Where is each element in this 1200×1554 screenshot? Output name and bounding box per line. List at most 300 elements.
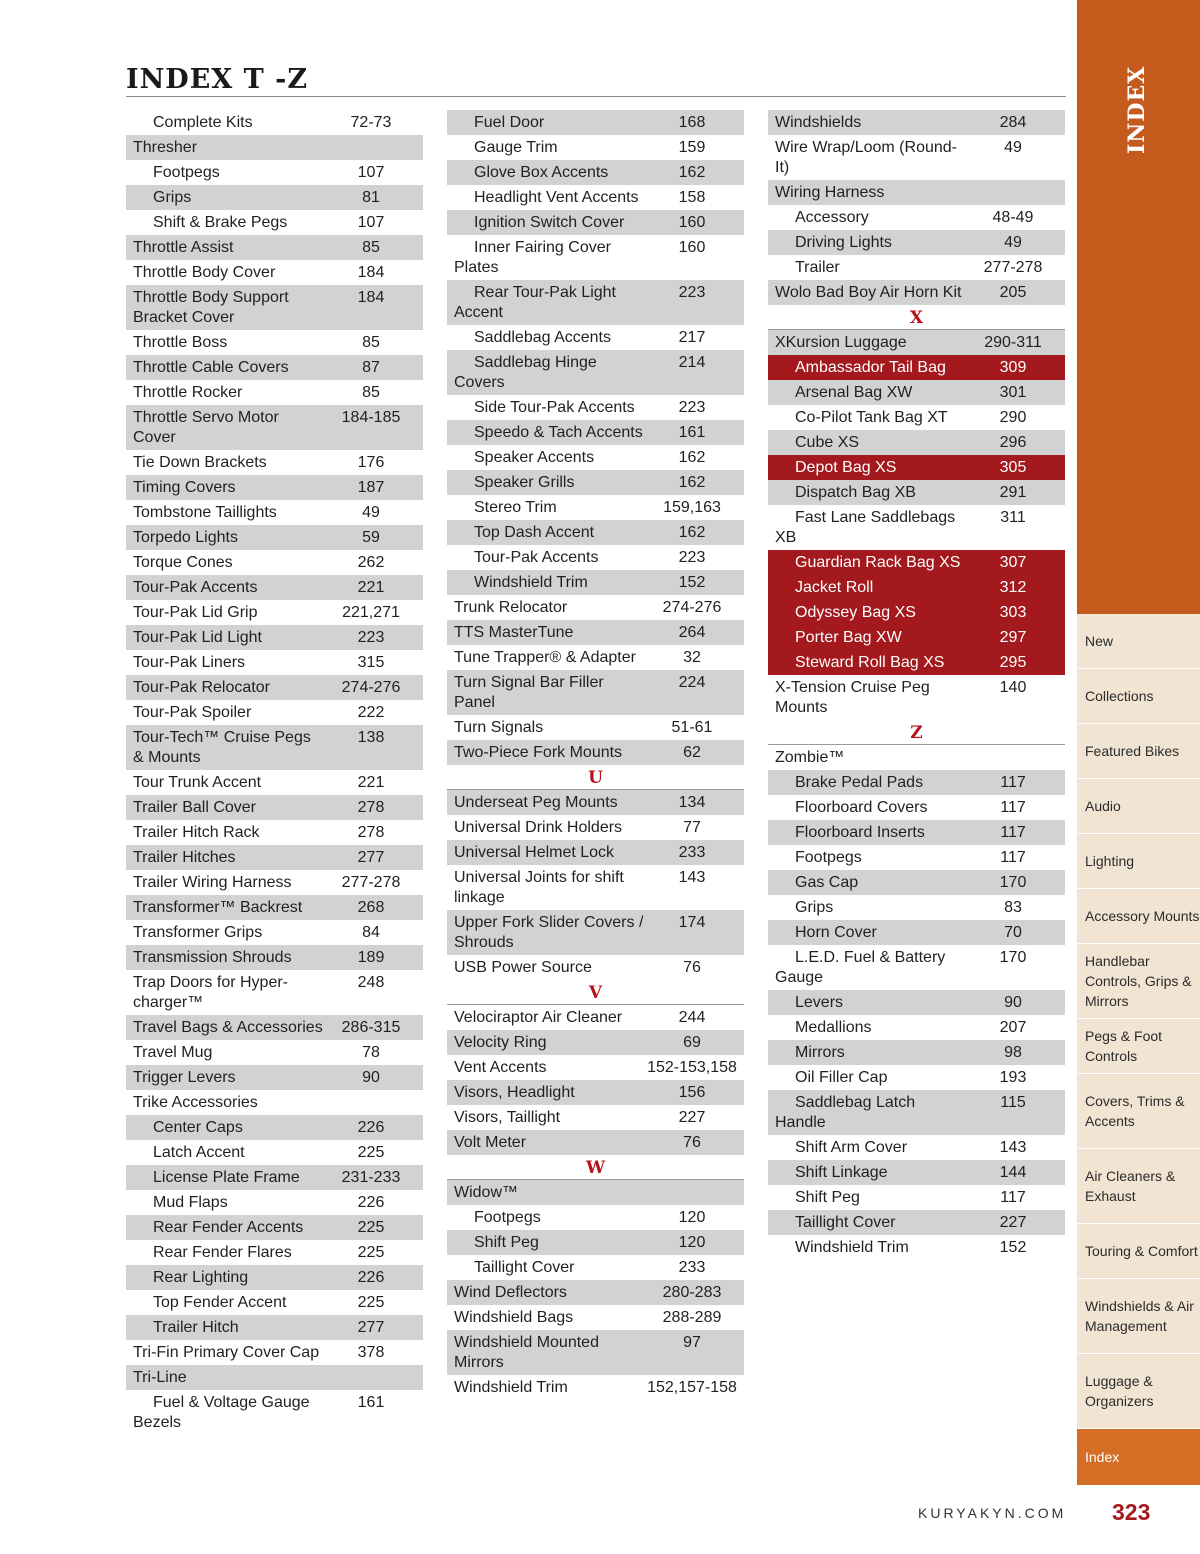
entry-page: 69 [683, 1034, 701, 1051]
entry-label: Trailer Wiring Harness [133, 874, 292, 891]
entry-page: 161 [357, 1394, 385, 1411]
entry-page: 262 [357, 554, 385, 571]
page-number: 323 [1112, 1499, 1151, 1525]
index-subentry [768, 480, 1065, 505]
index-subentry [447, 420, 744, 445]
entry-page: 49 [362, 504, 380, 521]
index-subentry [768, 575, 1065, 600]
index-entry [126, 355, 423, 380]
entry-label: Headlight Vent Accents [474, 189, 639, 206]
entry-page: 72-73 [350, 114, 392, 131]
entry-page: 107 [357, 164, 385, 181]
section-letter-u: U [447, 765, 744, 790]
entry-label: Thresher [133, 139, 198, 156]
index-entry [126, 475, 423, 500]
entry-label: Speaker Grills [474, 474, 575, 491]
entry-page: 223 [678, 399, 706, 416]
sidebar-title: INDEX [1124, 65, 1150, 155]
index-entry [126, 135, 423, 160]
entry-page: 295 [999, 654, 1027, 671]
nav-item-lighting[interactable]: Lighting [1077, 834, 1200, 889]
index-subentry [768, 945, 1065, 990]
entry-page: 224 [678, 674, 706, 691]
nav-item-featured-bikes[interactable]: Featured Bikes [1077, 724, 1200, 779]
entry-label: Saddlebag Hinge Covers [454, 354, 597, 391]
entry-page: 301 [999, 384, 1027, 401]
index-subentry [447, 185, 744, 210]
entry-page: 162 [678, 474, 706, 491]
index-subentry [447, 210, 744, 235]
entry-page: 189 [357, 949, 385, 966]
entry-label: Taillight Cover [795, 1214, 896, 1231]
entry-page: 117 [1000, 849, 1026, 866]
entry-page: 184-185 [341, 409, 401, 426]
index-subentry [126, 1115, 423, 1140]
index-entry [447, 670, 744, 715]
entry-label: Throttle Cable Covers [133, 359, 289, 376]
index-subentry [447, 350, 744, 395]
entry-page: 217 [678, 329, 706, 346]
index-subentry [447, 1205, 744, 1230]
entry-label: Windshields [775, 114, 862, 131]
entry-page: 290-311 [984, 334, 1042, 351]
index-subentry [768, 255, 1065, 280]
entry-page [325, 1093, 417, 1113]
index-entry [447, 1055, 744, 1080]
index-subentry [126, 1215, 423, 1240]
entry-page: 144 [999, 1164, 1027, 1181]
entry-label: Side Tour-Pak Accents [474, 399, 635, 416]
index-column-2 [447, 110, 744, 1400]
entry-label: Fuel Door [474, 114, 545, 131]
index-subentry [768, 1040, 1065, 1065]
entry-page: 152 [999, 1239, 1027, 1256]
index-entry [126, 1015, 423, 1040]
entry-label: Windshield Bags [454, 1309, 574, 1326]
index-entry [447, 955, 744, 980]
entry-label: Tour Trunk Accent [133, 774, 262, 791]
entry-label: Tour-Pak Spoiler [133, 704, 252, 721]
section-letter-x: X [768, 305, 1065, 330]
index-entry [447, 715, 744, 740]
entry-label: Tour-Pak Accents [133, 579, 258, 596]
entry-label: Universal Drink Holders [454, 819, 623, 836]
entry-label: Transmission Shrouds [133, 949, 292, 966]
entry-page: 231-233 [341, 1169, 401, 1186]
index-subentry [768, 1090, 1065, 1135]
index-subentry [447, 135, 744, 160]
entry-page: 223 [357, 629, 385, 646]
entry-page: 77 [683, 819, 701, 836]
entry-page: 227 [999, 1214, 1027, 1231]
entry-label: Visors, Headlight [454, 1084, 575, 1101]
index-entry [126, 405, 423, 450]
index-entry [126, 380, 423, 405]
entry-page: 227 [678, 1109, 706, 1126]
nav-item-accessory-mounts[interactable]: Accessory Mounts [1077, 889, 1200, 944]
index-entry [126, 945, 423, 970]
entry-label: Shift & Brake Pegs [153, 214, 288, 231]
index-subentry [768, 405, 1065, 430]
entry-page: 162 [678, 449, 706, 466]
index-entry [126, 1040, 423, 1065]
index-entry [447, 740, 744, 765]
entry-page: 143 [999, 1139, 1027, 1156]
entry-page: 90 [1004, 994, 1022, 1011]
entry-label: Ignition Switch Cover [474, 214, 625, 231]
entry-page: 233 [678, 1259, 706, 1276]
entry-page: 174 [678, 914, 706, 931]
section-letter-w: W [447, 1155, 744, 1180]
entry-label: Brake Pedal Pads [795, 774, 924, 791]
nav-item-new[interactable]: New [1077, 614, 1200, 669]
index-subentry [768, 1235, 1065, 1260]
entry-page: 97 [683, 1334, 701, 1351]
entry-label: Tour-Pak Lid Light [133, 629, 262, 646]
index-entry [447, 815, 744, 840]
index-subentry [768, 845, 1065, 870]
index-subentry [768, 430, 1065, 455]
entry-page: 161 [678, 424, 706, 441]
entry-label: Rear Tour-Pak Light Accent [454, 284, 616, 321]
entry-page: 170 [999, 949, 1027, 966]
entry-page: 274-276 [662, 599, 722, 616]
index-entry [768, 180, 1065, 205]
entry-label: Speedo & Tach Accents [474, 424, 643, 441]
entry-page: 117 [1000, 774, 1026, 791]
entry-page: 170 [999, 874, 1027, 891]
entry-label: Velocity Ring [454, 1034, 547, 1051]
entry-label: Wolo Bad Boy Air Horn Kit [775, 284, 962, 301]
index-subentry [447, 325, 744, 350]
index-subentry [768, 205, 1065, 230]
entry-label: Universal Helmet Lock [454, 844, 615, 861]
entry-page: 90 [362, 1069, 380, 1086]
index-entry [447, 910, 744, 955]
index-entry [447, 620, 744, 645]
entry-page: 81 [362, 189, 380, 206]
index-subentry [126, 110, 423, 135]
entry-page: 152,157-158 [647, 1379, 737, 1396]
entry-page: 98 [1004, 1044, 1022, 1061]
entry-page: 315 [357, 654, 385, 671]
entry-label: Gauge Trim [474, 139, 558, 156]
entry-label: Glove Box Accents [474, 164, 609, 181]
entry-label: Latch Accent [153, 1144, 245, 1161]
entry-label: XKursion Luggage [775, 334, 907, 351]
entry-label: Odyssey Bag XS [795, 604, 916, 621]
entry-page: 312 [999, 579, 1027, 596]
entry-label: Top Fender Accent [153, 1294, 287, 1311]
index-entry [768, 280, 1065, 305]
entry-page: 286-315 [341, 1019, 401, 1036]
index-entry [126, 625, 423, 650]
index-subentry [768, 820, 1065, 845]
entry-page: 309 [999, 359, 1027, 376]
entry-page: 207 [999, 1019, 1027, 1036]
index-entry [126, 770, 423, 795]
entry-page: 176 [357, 454, 385, 471]
index-subentry [126, 1290, 423, 1315]
entry-page: 248 [357, 974, 385, 991]
entry-page: 160 [678, 239, 706, 256]
index-entry [447, 1005, 744, 1030]
index-subentry [447, 160, 744, 185]
entry-label: Steward Roll Bag XS [795, 654, 945, 671]
entry-label: Porter Bag XW [795, 629, 902, 646]
entry-page: 205 [999, 284, 1027, 301]
nav-item-air-cleaners-exhaust[interactable]: Air Cleaners & Exhaust [1077, 1149, 1200, 1224]
index-entry [126, 500, 423, 525]
index-entry [126, 650, 423, 675]
index-entry [126, 1340, 423, 1365]
entry-label: Fuel & Voltage Gauge Bezels [133, 1394, 310, 1431]
index-entry [126, 725, 423, 770]
entry-page: 280-283 [662, 1284, 722, 1301]
entry-page: 76 [683, 1134, 701, 1151]
index-subentry [768, 770, 1065, 795]
index-entry [126, 260, 423, 285]
entry-label: Throttle Assist [133, 239, 234, 256]
entry-page: 222 [357, 704, 385, 721]
nav-item-luggage-organizers[interactable]: Luggage & Organizers [1077, 1354, 1200, 1429]
index-entry [447, 1305, 744, 1330]
index-subentry [768, 920, 1065, 945]
entry-label: Floorboard Covers [795, 799, 928, 816]
index-entry [447, 1080, 744, 1105]
title-rule [126, 96, 1066, 97]
entry-page: 278 [357, 824, 385, 841]
entry-page: 221 [357, 774, 385, 791]
index-subentry [126, 1190, 423, 1215]
entry-label: Taillight Cover [474, 1259, 575, 1276]
nav-item-windshields[interactable]: Windshields & Air Management [1077, 1279, 1200, 1354]
index-entry [126, 845, 423, 870]
entry-label: Jacket Roll [795, 579, 874, 596]
entry-label: Center Caps [153, 1119, 243, 1136]
index-column-1 [126, 110, 423, 1435]
entry-page: 160 [678, 214, 706, 231]
entry-page: 274-276 [341, 679, 401, 696]
index-entry [126, 330, 423, 355]
index-subentry [447, 570, 744, 595]
entry-page: 226 [357, 1119, 385, 1136]
index-entry [126, 795, 423, 820]
nav-item-pegs-foot-controls[interactable]: Pegs & Foot Controls [1077, 1019, 1200, 1074]
entry-label: Wiring Harness [775, 184, 885, 201]
entry-label: Wind Deflectors [454, 1284, 567, 1301]
index-entry [447, 865, 744, 910]
index-entry [126, 870, 423, 895]
entry-label: Throttle Body Support Bracket Cover [133, 289, 289, 326]
entry-label: Ambassador Tail Bag [795, 359, 946, 376]
index-subentry [447, 235, 744, 280]
index-entry [447, 790, 744, 815]
index-entry [126, 895, 423, 920]
index-entry [126, 450, 423, 475]
entry-label: Trunk Relocator [454, 599, 568, 616]
entry-page: 83 [1004, 899, 1022, 916]
entry-page: 49 [1004, 139, 1022, 156]
entry-page: 140 [999, 679, 1027, 696]
entry-label: Driving Lights [795, 234, 892, 251]
entry-label: Timing Covers [133, 479, 236, 496]
index-entry [768, 675, 1065, 720]
entry-label: Shift Peg [795, 1189, 860, 1206]
entry-page: 277-278 [341, 874, 401, 891]
entry-label: Tune Trapper® & Adapter [454, 649, 636, 666]
entry-label: Mud Flaps [153, 1194, 228, 1211]
index-entry [126, 1065, 423, 1090]
entry-label: Widow™ [454, 1184, 519, 1201]
index-entry [447, 840, 744, 865]
entry-page: 134 [678, 794, 706, 811]
entry-page: 277-278 [983, 259, 1043, 276]
entry-page: 264 [678, 624, 706, 641]
entry-page: 305 [999, 459, 1027, 476]
index-entry [768, 135, 1065, 180]
entry-label: Windshield Mounted Mirrors [454, 1334, 599, 1371]
entry-label: Tri-Fin Primary Cover Cap [133, 1344, 320, 1361]
entry-label: Arsenal Bag XW [795, 384, 913, 401]
entry-page [967, 748, 1059, 768]
index-subentry [447, 1255, 744, 1280]
entry-label: Two-Piece Fork Mounts [454, 744, 623, 761]
index-entry [126, 675, 423, 700]
entry-label: Tour-Pak Accents [474, 549, 599, 566]
entry-page: 303 [999, 604, 1027, 621]
nav-item-touring-comfort[interactable]: Touring & Comfort [1077, 1224, 1200, 1279]
entry-page: 120 [678, 1209, 706, 1226]
index-entry [768, 330, 1065, 355]
entry-page: 85 [362, 334, 380, 351]
entry-label: Tour-Pak Liners [133, 654, 246, 671]
footer-website: KURYAKYN.COM [918, 1505, 1067, 1521]
entry-page: 117 [1000, 824, 1026, 841]
entry-page: 76 [683, 959, 701, 976]
entry-page: 184 [357, 264, 385, 281]
entry-label: Travel Bags & Accessories [133, 1019, 323, 1036]
index-entry [447, 1030, 744, 1055]
index-subentry [768, 230, 1065, 255]
entry-label: Vent Accents [454, 1059, 547, 1076]
entry-page: 70 [1004, 924, 1022, 941]
entry-page [325, 138, 417, 158]
entry-page [646, 1183, 738, 1203]
entry-label: Torque Cones [133, 554, 233, 571]
entry-label: Rear Lighting [153, 1269, 249, 1286]
entry-page: 162 [678, 164, 706, 181]
nav-item-audio[interactable]: Audio [1077, 779, 1200, 834]
entry-page: 277 [357, 1319, 385, 1336]
entry-page: 244 [678, 1009, 706, 1026]
entry-label: Mirrors [795, 1044, 845, 1061]
entry-label: Gas Cap [795, 874, 859, 891]
entry-page: 296 [999, 434, 1027, 451]
index-subentry [768, 1210, 1065, 1235]
nav-item-handlebar-controls[interactable]: Handlebar Controls, Grips & Mirrors [1077, 944, 1200, 1019]
entry-label: License Plate Frame [153, 1169, 300, 1186]
entry-label: Trigger Levers [133, 1069, 236, 1086]
entry-page: 162 [678, 524, 706, 541]
index-subentry [447, 470, 744, 495]
entry-page: 290 [999, 409, 1027, 426]
entry-page: 85 [362, 239, 380, 256]
entry-label: Footpegs [153, 164, 220, 181]
entry-page: 221 [357, 579, 385, 596]
entry-label: Tour-Pak Lid Grip [133, 604, 258, 621]
index-entry [768, 745, 1065, 770]
index-subentry [768, 355, 1065, 380]
nav-item-covers-trims-accents[interactable]: Covers, Trims & Accents [1077, 1074, 1200, 1149]
entry-label: L.E.D. Fuel & Battery Gauge [775, 949, 946, 986]
entry-page: 168 [678, 114, 706, 131]
entry-page [967, 183, 1059, 203]
entry-label: Grips [795, 899, 834, 916]
index-subentry [768, 600, 1065, 625]
index-entry [447, 1330, 744, 1375]
index-subentry [768, 1135, 1065, 1160]
entry-page: 117 [1000, 1189, 1026, 1206]
entry-label: Upper Fork Slider Covers / Shrouds [454, 914, 644, 951]
entry-page: 107 [357, 214, 385, 231]
nav-item-index[interactable]: Index [1077, 1429, 1200, 1486]
entry-label: Tour-Tech™ Cruise Pegs & Mounts [133, 729, 311, 766]
index-subentry [768, 505, 1065, 550]
entry-label: Shift Linkage [795, 1164, 888, 1181]
entry-label: Footpegs [474, 1209, 541, 1226]
entry-page: 32 [683, 649, 701, 666]
entry-page: 278 [357, 799, 385, 816]
index-subentry [126, 160, 423, 185]
index-subentry [768, 895, 1065, 920]
entry-page: 223 [678, 549, 706, 566]
entry-page: 233 [678, 844, 706, 861]
index-entry [447, 1130, 744, 1155]
entry-label: Floorboard Inserts [795, 824, 925, 841]
entry-label: Throttle Body Cover [133, 264, 276, 281]
sidebar-nav [1077, 614, 1200, 1486]
entry-page: 159,163 [663, 499, 721, 516]
index-subentry [126, 1165, 423, 1190]
entry-page: 59 [362, 529, 380, 546]
index-subentry [768, 625, 1065, 650]
entry-page: 87 [362, 359, 380, 376]
entry-page: 311 [1000, 509, 1026, 526]
entry-page: 158 [678, 189, 706, 206]
index-subentry [447, 280, 744, 325]
entry-page: 138 [357, 729, 385, 746]
entry-label: Speaker Accents [474, 449, 595, 466]
entry-page: 187 [357, 479, 385, 496]
entry-label: Trailer Ball Cover [133, 799, 256, 816]
index-entry [126, 235, 423, 260]
nav-item-collections[interactable]: Collections [1077, 669, 1200, 724]
index-subentry [768, 1015, 1065, 1040]
entry-label: Transformer Grips [133, 924, 263, 941]
entry-page: 225 [357, 1219, 385, 1236]
entry-page: 84 [362, 924, 380, 941]
entry-page: 152 [678, 574, 706, 591]
entry-label: TTS MasterTune [454, 624, 574, 641]
index-entry [126, 920, 423, 945]
index-subentry [768, 990, 1065, 1015]
entry-label: Footpegs [795, 849, 862, 866]
index-entry [447, 1105, 744, 1130]
entry-label: X-Tension Cruise Peg Mounts [775, 679, 930, 716]
entry-label: Saddlebag Accents [474, 329, 611, 346]
entry-page: 115 [1000, 1094, 1026, 1111]
